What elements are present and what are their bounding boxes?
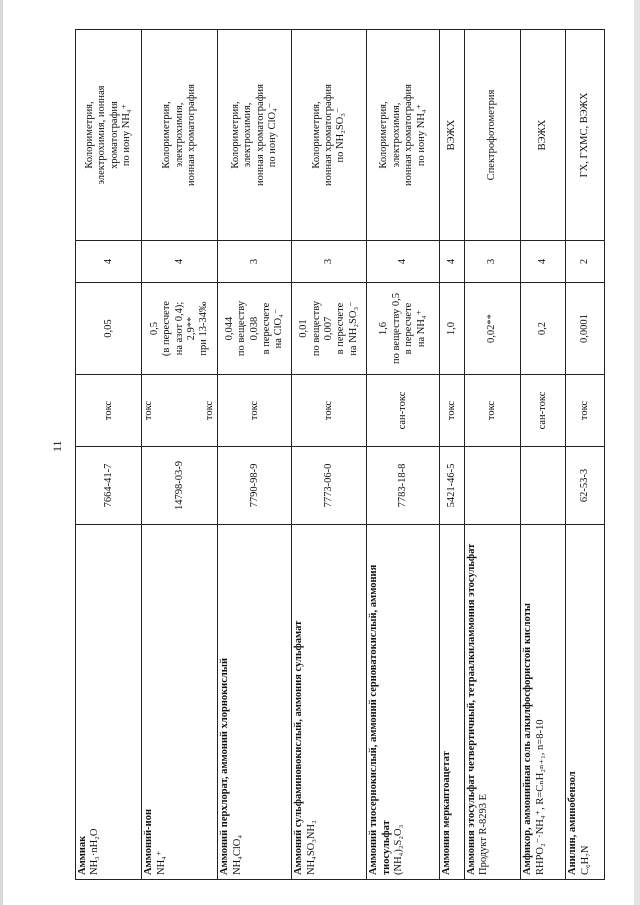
- substance-name: Аммоний сульфаминовокислый, аммония сульфамат: [293, 620, 305, 875]
- substance-formula: NH₃·nH₂O: [89, 828, 101, 875]
- limit-value: [367, 283, 440, 375]
- table-row: [142, 30, 218, 880]
- method-line: электрохимия,: [242, 102, 254, 168]
- substance-formula: NH₄ClO₄: [231, 835, 243, 875]
- value-line: 0,05: [102, 319, 114, 338]
- value-line: 2,9**: [186, 316, 198, 341]
- table-row: [521, 30, 566, 880]
- hazard-line: токс: [204, 400, 216, 421]
- substance-cell: [521, 525, 566, 880]
- cas-number: [464, 447, 521, 525]
- value-line: 0,2: [537, 321, 549, 336]
- hazard-line: токс: [445, 400, 457, 421]
- hazard-indicator: [292, 375, 367, 447]
- limit-value: [218, 283, 292, 375]
- analysis-method: [76, 30, 142, 241]
- analysis-method: [142, 30, 218, 241]
- value-line: 0,007: [323, 316, 335, 341]
- substance-cell: [218, 525, 292, 880]
- method-line: ВЭЖХ: [537, 119, 549, 151]
- method-line: хроматография: [108, 101, 120, 169]
- table-row: [292, 30, 367, 880]
- analysis-method: [367, 30, 440, 241]
- analysis-method: [464, 30, 521, 241]
- hazard-class: 3: [292, 241, 367, 283]
- analysis-method: [521, 30, 566, 241]
- value-line: на азот 0,4);: [173, 301, 185, 356]
- cas-number: 14798-03-9: [142, 447, 218, 525]
- analysis-method: [292, 30, 367, 241]
- hazard-class: 4: [367, 241, 440, 283]
- method-line: Колориметрия,: [310, 101, 322, 169]
- method-line: по иону ClO₄⁻: [267, 102, 279, 168]
- substance-cell: [566, 525, 605, 880]
- hazard-class: 3: [218, 241, 292, 283]
- substance-cell: [76, 525, 142, 880]
- value-line: 0,5: [148, 321, 160, 336]
- method-line: Колориметрия,: [230, 101, 242, 169]
- cas-number: 7783-18-8: [367, 447, 440, 525]
- table-row: [367, 30, 440, 880]
- method-line: Колориметрия,: [161, 101, 173, 169]
- value-line: в пересчете: [335, 302, 347, 355]
- limit-value: [440, 283, 465, 375]
- substances-table: [75, 29, 605, 880]
- value-line: 1,0: [445, 321, 457, 336]
- value-line: 0,01: [298, 319, 310, 338]
- substance-name: Анилин, аминобензол: [567, 771, 579, 875]
- substance-cell: [367, 525, 440, 880]
- substance-cell: [440, 525, 465, 880]
- substance-formula: NH₄⁺: [155, 850, 167, 875]
- hazard-indicator: [76, 375, 142, 447]
- substance-name: Аммоний-ион: [143, 809, 155, 875]
- scan-edge-left: [0, 0, 3, 905]
- method-line: по иону NH₄⁺: [415, 103, 427, 167]
- substance-name: Аммиак: [77, 835, 88, 875]
- cas-number: 5421-46-5: [440, 447, 465, 525]
- substance-name: Амфикор, аммонийная соль алкилфосфористой кислоты: [522, 603, 534, 875]
- cas-number: [521, 447, 566, 525]
- substance-formula: (NH₄)₂S₂O₃: [392, 824, 404, 875]
- hazard-indicator: [367, 375, 440, 447]
- value-line: (в пересчете: [161, 300, 173, 357]
- hazard-line: токс: [486, 400, 498, 421]
- cas-number: 62-53-3: [566, 447, 605, 525]
- table-row: [440, 30, 465, 880]
- value-line: 0,02**: [486, 314, 498, 343]
- value-line: в пересчете: [261, 302, 273, 355]
- value-line: на NH₂SO₃⁻: [347, 301, 359, 356]
- hazard-class: 4: [521, 241, 566, 283]
- scan-edge-right: [634, 0, 640, 905]
- cas-number: 7664-41-7: [76, 447, 142, 525]
- hazard-line: токс: [102, 400, 114, 421]
- method-line: Колориметрия,: [83, 101, 95, 169]
- hazard-indicator: [521, 375, 566, 447]
- value-line: при 13-34‰: [198, 301, 210, 356]
- method-line: ионная хроматография: [323, 84, 335, 186]
- substance-cell: [292, 525, 367, 880]
- value-line: 1,6: [378, 321, 390, 336]
- method-line: по иону NH₄⁺: [121, 103, 133, 167]
- limit-value: [142, 283, 218, 375]
- substance-formula: Продукт R-8293 E: [478, 793, 490, 875]
- hazard-line: сан-токс: [396, 391, 408, 430]
- limit-value: [292, 283, 367, 375]
- substance-name: Аммония этосульфат четвертичный, тетраалкиламмония этосульфат: [465, 543, 477, 875]
- value-line: по веществу: [236, 300, 248, 357]
- substance-formula: C₆H₇N: [579, 845, 591, 875]
- substance-name: Аммоний тиосернокислый, аммоний серноватокислый, аммония тиосульфат: [368, 564, 392, 875]
- cas-number: 7790-98-9: [218, 447, 292, 525]
- limit-value: [521, 283, 566, 375]
- substance-name: Аммония меркаптоацетат: [441, 751, 453, 875]
- hazard-line: токс: [143, 400, 155, 421]
- analysis-method: [566, 30, 605, 241]
- method-line: по NH₂SO₃⁻: [335, 107, 347, 163]
- method-line: Спектрофотометрия: [486, 89, 498, 181]
- value-line: в пересчете: [403, 302, 415, 355]
- value-line: по веществу 0,5: [390, 293, 402, 364]
- value-line: 0,038: [248, 316, 260, 341]
- hazard-indicator: [464, 375, 521, 447]
- substance-cell: [464, 525, 521, 880]
- limit-value: [464, 283, 521, 375]
- value-line: на NH₄⁺: [415, 309, 427, 348]
- limit-value: [566, 283, 605, 375]
- hazard-line: токс: [248, 400, 260, 421]
- hazard-class: 3: [464, 241, 521, 283]
- table-row: [464, 30, 521, 880]
- hazard-class: 4: [142, 241, 218, 283]
- hazard-indicator: [142, 375, 218, 447]
- limit-value: [76, 283, 142, 375]
- page-number: 11: [50, 440, 64, 452]
- method-line: электрохимия,: [390, 102, 402, 168]
- hazard-indicator: [440, 375, 465, 447]
- method-line: электрохимия,: [173, 102, 185, 168]
- value-line: на ClO₄⁻: [273, 308, 285, 349]
- hazard-class: 4: [76, 241, 142, 283]
- hazard-class: 2: [566, 241, 605, 283]
- hazard-line: токс: [323, 400, 335, 421]
- hazard-line: токс: [579, 400, 590, 421]
- hazard-class: 4: [440, 241, 465, 283]
- table-row: [218, 30, 292, 880]
- method-line: электрохимия, ионная: [96, 85, 108, 185]
- table-row: [566, 30, 605, 880]
- method-line: ионная хроматография: [254, 84, 266, 186]
- substance-formula: NH₄SO₃NH₂: [305, 820, 317, 875]
- hazard-line: сан-токс: [537, 391, 549, 430]
- substance-formula: RHPO₂⁻·NH₄⁺, R=CₙH₂ₙ₊₁, n=8-10: [534, 719, 546, 875]
- analysis-method: [218, 30, 292, 241]
- substance-name: Аммоний перхлорат, аммоний хлорнокислый: [219, 657, 231, 875]
- value-line: по веществу: [310, 300, 322, 357]
- rotated-page-content: [75, 30, 605, 880]
- cas-number: 7773-06-0: [292, 447, 367, 525]
- value-line: 0,044: [223, 316, 235, 341]
- method-line: ионная хроматография: [403, 84, 415, 186]
- value-line: 0,0001: [579, 314, 590, 343]
- hazard-indicator: [566, 375, 605, 447]
- method-line: ГХ, ГХМС, ВЭЖХ: [579, 92, 590, 178]
- table-row: [76, 30, 142, 880]
- hazard-indicator: [218, 375, 292, 447]
- method-line: ионная хроматография: [186, 84, 198, 186]
- analysis-method: [440, 30, 465, 241]
- substance-cell: [142, 525, 218, 880]
- method-line: Колориметрия,: [378, 101, 390, 169]
- method-line: ВЭЖХ: [445, 119, 457, 151]
